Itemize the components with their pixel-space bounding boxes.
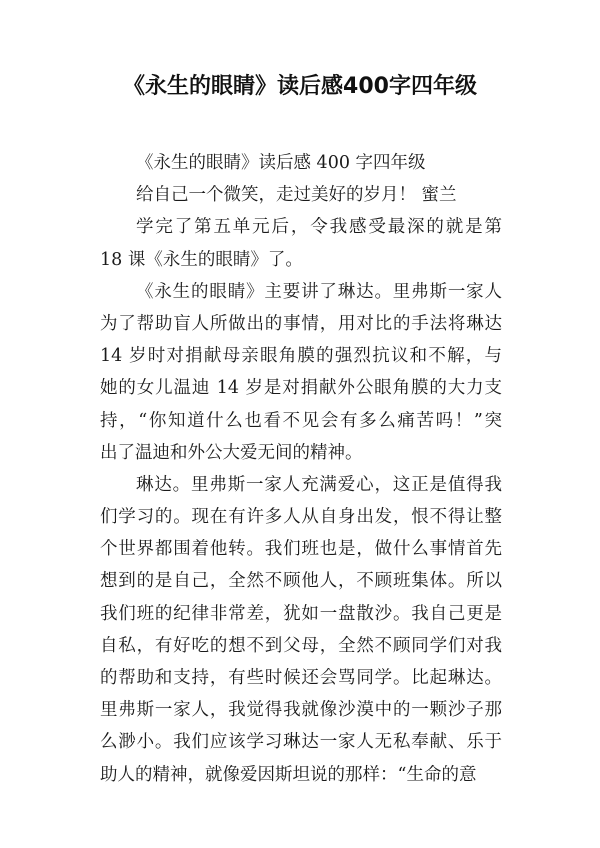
- paragraph-line: 的帮助和支持，有些时候还会骂同学。比起琳达。: [100, 668, 502, 688]
- paragraph-line: 她的女儿温迪 14 岁是对捐献外公眼角膜的大力支: [100, 378, 502, 399]
- paragraph-line: 么渺小。我们应该学习琳达一家人无私奉献、乐于: [100, 732, 502, 753]
- document-body: [100, 147, 502, 791]
- paragraph-line: 14 岁时对捐献母亲眼角膜的强烈抗议和不解，与: [100, 346, 502, 367]
- paragraph-line: 里弗斯一家人，我觉得我就像沙漠中的一颗沙子那: [100, 700, 502, 721]
- paragraph-line: 自私，有好吃的想不到父母，全然不顾同学们对我: [100, 635, 502, 656]
- document-title: 《永生的眼睛》读后感400字四年级: [123, 74, 477, 99]
- paragraph: [100, 469, 502, 791]
- paragraph-line: 为了帮助盲人所做出的事情，用对比的手法将琳达: [100, 313, 502, 334]
- paragraph: [100, 147, 502, 179]
- paragraph-line: 我们班的纪律非常差，犹如一盘散沙。我自己更是: [100, 603, 502, 624]
- paragraph-line: 持，“你知道什么也看不见会有多么痛苦吗！”突: [100, 410, 502, 431]
- paragraph: [100, 276, 502, 469]
- paragraph-line: 助人的精神，就像爱因斯坦说的那样：“生命的意: [100, 764, 477, 785]
- paragraph-line: 出了温迪和外公大爱无间的精神。: [100, 442, 363, 463]
- paragraph-line: 学完了第五单元后，令我感受最深的就是第: [136, 217, 502, 238]
- paragraph-line: 们学习的。现在有许多人从自身出发，恨不得让整: [100, 507, 502, 528]
- paragraph-line: 给自己一个微笑，走过美好的岁月！ 蜜兰: [136, 185, 457, 206]
- paragraph-line: 个世界都围着他转。我们班也是，做什么事情首先: [100, 539, 502, 560]
- paragraph-line: 想到的是自己，全然不顾他人，不顾班集体。所以: [100, 571, 502, 592]
- paragraph-line: 琳达。里弗斯一家人充满爱心，这正是值得我: [136, 474, 502, 495]
- paragraph: [100, 211, 502, 275]
- paragraph: [100, 179, 502, 211]
- paragraph-line: 《永生的眼睛》主要讲了琳达。里弗斯一家人: [136, 281, 502, 302]
- paragraph-line: 18 课《永生的眼睛》了。: [100, 249, 303, 270]
- paragraph-line: 《永生的眼睛》读后感 400 字四年级: [136, 153, 426, 173]
